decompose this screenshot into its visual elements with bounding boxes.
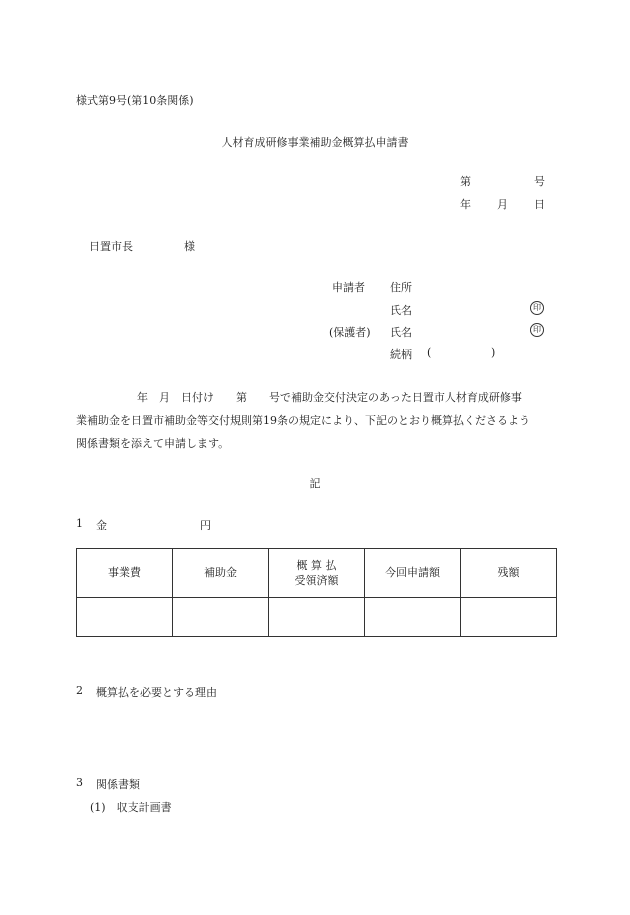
ki-heading: 記 [309,477,321,490]
seal-mark-text: 印 [530,301,544,315]
cell-balance[interactable] [461,598,557,637]
name-label: 氏名 [390,304,412,317]
section-3-item-1: (1) 収支計画書 [90,801,172,814]
table-header-row [77,549,557,598]
relation-label: 続柄 [390,348,412,361]
section-1-number: 1 [76,517,83,530]
cell-project-cost[interactable] [77,598,173,637]
seal-mark [530,300,544,315]
document-title: 人材育成研修事業補助金概算払申請書 [221,136,409,149]
date-day: 日 [534,198,545,211]
addressee-honorific: 様 [184,240,195,253]
section-3-number: 3 [76,776,83,789]
date-month: 月 [497,198,508,211]
section-2-number: 2 [76,684,83,697]
header-current-request: 今回申請額 [365,549,461,598]
cell-current-request[interactable] [365,598,461,637]
header-received-line-1: 概 算 払 [296,558,337,572]
doc-no-prefix: 第 [460,175,471,188]
address-label: 住所 [390,281,412,294]
body-line-3: 関係書類を添えて申請します。 [76,437,230,450]
table-row [77,598,557,637]
header-received-amount [269,549,365,598]
date-year: 年 [460,198,471,211]
form-number: 様式第9号(第10条関係) [76,94,194,107]
body-line-2: 業補助金を日置市補助金等交付規則第19条の規定により、下記のとおり概算払くださるよう [76,414,530,427]
amount-table [76,548,557,637]
addressee-name: 日置市長 [89,240,133,253]
section-1-unit: 円 [200,519,211,532]
cell-subsidy[interactable] [173,598,269,637]
guardian-seal-mark-text: 印 [530,323,544,337]
relation-close-paren: ) [491,346,496,359]
guardian-seal-mark [530,322,544,337]
applicant-label: 申請者 [332,281,365,294]
cell-received-amount[interactable] [269,598,365,637]
doc-no-suffix: 号 [534,175,545,188]
guardian-name-label: 氏名 [390,326,412,339]
guardian-label: (保護者) [329,326,371,339]
header-balance: 残額 [461,549,557,598]
relation-open-paren: ( [427,346,432,359]
header-received-line-2: 受領済額 [294,574,339,587]
header-subsidy: 補助金 [173,549,269,598]
body-line-1: 年 月 日付け 第 号で補助金交付決定のあった日置市人材育成研修事 [137,391,522,404]
section-3-label: 関係書類 [96,778,140,791]
header-project-cost: 事業費 [77,549,173,598]
section-2-label: 概算払を必要とする理由 [96,686,217,699]
section-1-label: 金 [96,519,107,532]
